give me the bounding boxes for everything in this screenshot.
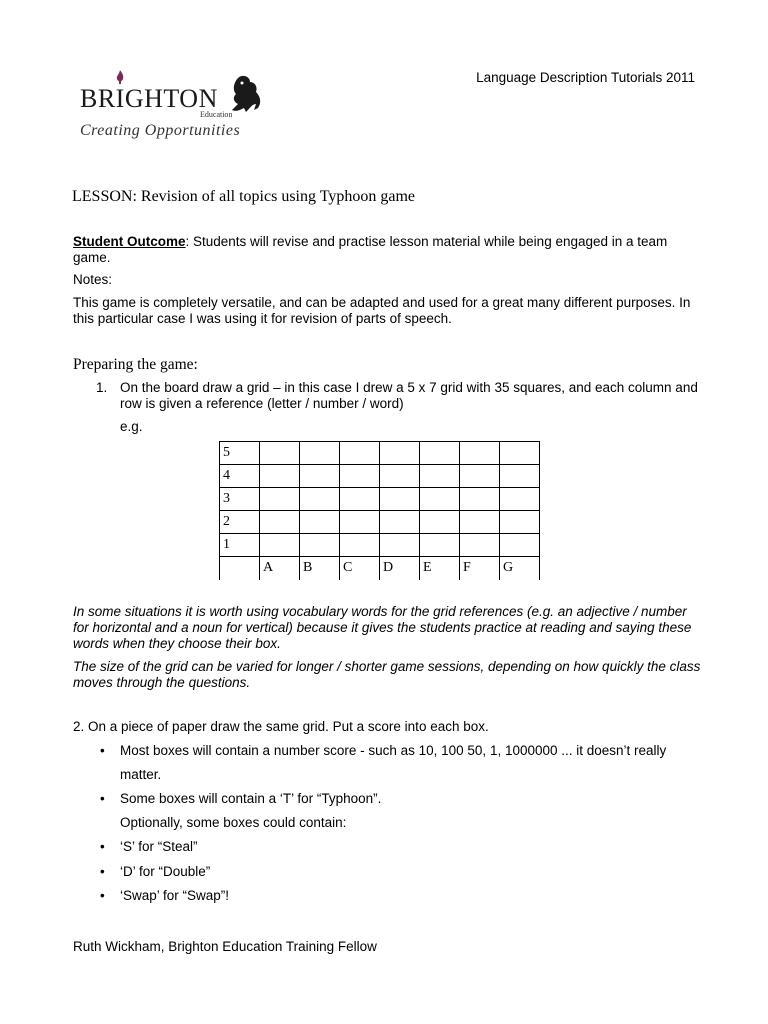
grid-cell xyxy=(420,488,460,511)
step1-number: 1. xyxy=(96,380,108,395)
grid-cell xyxy=(500,534,540,557)
bullet-glyph: • xyxy=(100,864,105,879)
grid-cell xyxy=(460,511,500,534)
grid-cell xyxy=(340,442,380,465)
grid-corner xyxy=(220,557,260,580)
bullet-item: ‘D’ for “Double” xyxy=(120,864,211,879)
grid-column-label: B xyxy=(300,557,340,580)
grid-column-label: F xyxy=(460,557,500,580)
logo-subtitle: Education xyxy=(200,110,233,119)
grid-row-label: 5 xyxy=(220,442,260,465)
grid-cell xyxy=(460,534,500,557)
italic-note-1: In some situations it is worth using vocabulary words for the grid references (e.g. an adjective / number for horizontal and a noun for vertical) because it gives the students practice at reading and saying these words when they choose their box. xyxy=(73,604,692,651)
grid-cell xyxy=(500,442,540,465)
preparing-heading: Preparing the game: xyxy=(73,356,198,373)
grid-row-label: 2 xyxy=(220,511,260,534)
grid-cell xyxy=(380,511,420,534)
bullet-item: ‘S’ for “Steal” xyxy=(120,839,198,854)
grid-row-label: 4 xyxy=(220,465,260,488)
grid-row xyxy=(220,442,540,465)
grid-cell xyxy=(340,511,380,534)
grid-cell xyxy=(260,534,300,557)
grid-cell xyxy=(340,465,380,488)
grid-cell xyxy=(300,511,340,534)
grid-cell xyxy=(380,465,420,488)
notes-label: Notes: xyxy=(73,272,113,287)
bullet-glyph: • xyxy=(100,791,105,806)
step1-text: On the board draw a grid – in this case I drew a 5 x 7 grid with 35 squares, and each column and row is given a reference (letter / number / word) xyxy=(120,380,698,411)
grid-cell xyxy=(300,442,340,465)
optional-text: Optionally, some boxes could contain: xyxy=(120,815,347,830)
bullet-item: Most boxes will contain a number score - such as 10, 100 50, 1, 1000000 ... it doesn’t really xyxy=(120,743,667,758)
outcome-label: Student Outcome xyxy=(73,234,186,249)
grid-cell xyxy=(300,534,340,557)
grid-cell xyxy=(260,511,300,534)
grid-cell xyxy=(500,488,540,511)
footer-author: Ruth Wickham, Brighton Education Training Fellow xyxy=(73,939,377,954)
grid-row xyxy=(220,511,540,534)
brighton-logo xyxy=(78,70,278,145)
grid-column-label: C xyxy=(340,557,380,580)
notes-text: This game is completely versatile, and can be adapted and used for a great many different purposes. In this particular case I was using it for revision of parts of speech. xyxy=(73,295,691,326)
grid-row xyxy=(220,465,540,488)
logo-tagline: Creating Opportunities xyxy=(80,122,241,139)
grid-cell xyxy=(380,488,420,511)
grid-row-label: 3 xyxy=(220,488,260,511)
grid-row-label: 1 xyxy=(220,534,260,557)
bullet-glyph: • xyxy=(100,888,105,903)
grid-cell xyxy=(260,442,300,465)
grid-column-label: G xyxy=(500,557,540,580)
reference-grid xyxy=(219,441,540,580)
grid-cell xyxy=(460,442,500,465)
grid-cell xyxy=(420,442,460,465)
grid-cell xyxy=(260,465,300,488)
grid-cell xyxy=(460,465,500,488)
bullet-glyph: • xyxy=(100,839,105,854)
grid-cell xyxy=(460,488,500,511)
bullet-item: Some boxes will contain a ‘T’ for “Typhoon”. xyxy=(120,791,382,806)
outcome-text: : Students will revise and practise lesson material while being engaged in a team game. xyxy=(73,234,668,265)
grid-column-labels xyxy=(220,557,540,580)
grid-cell xyxy=(420,534,460,557)
lesson-title: LESSON: Revision of all topics using Typhoon game xyxy=(72,188,416,205)
eg-label: e.g. xyxy=(120,419,143,434)
grid-cell xyxy=(300,465,340,488)
grid-cell xyxy=(340,534,380,557)
bullet-item: ‘Swap’ for “Swap”! xyxy=(120,888,230,903)
bullet-glyph: • xyxy=(100,743,105,758)
logo-wordmark: BRIGHTON xyxy=(80,84,218,113)
lion-icon xyxy=(228,74,264,114)
grid-cell xyxy=(340,488,380,511)
grid-cell xyxy=(420,511,460,534)
grid-cell xyxy=(500,465,540,488)
grid-cell xyxy=(420,465,460,488)
step2-text: 2. On a piece of paper draw the same grid. Put a score into each box. xyxy=(73,719,489,734)
grid-cell xyxy=(300,488,340,511)
flame-icon xyxy=(115,70,125,84)
grid-row xyxy=(220,534,540,557)
grid-cell xyxy=(380,534,420,557)
grid-column-label: A xyxy=(260,557,300,580)
grid-cell xyxy=(500,511,540,534)
grid-row xyxy=(220,488,540,511)
grid-cell xyxy=(380,442,420,465)
grid-cell xyxy=(260,488,300,511)
grid-column-label: D xyxy=(380,557,420,580)
header-title: Language Description Tutorials 2011 xyxy=(476,70,695,85)
student-outcome xyxy=(73,234,703,266)
bullet-item-continuation: matter. xyxy=(120,767,162,782)
italic-note-2: The size of the grid can be varied for longer / shorter game sessions, depending on how quickly the class moves through the questions. xyxy=(73,659,701,690)
grid-column-label: E xyxy=(420,557,460,580)
